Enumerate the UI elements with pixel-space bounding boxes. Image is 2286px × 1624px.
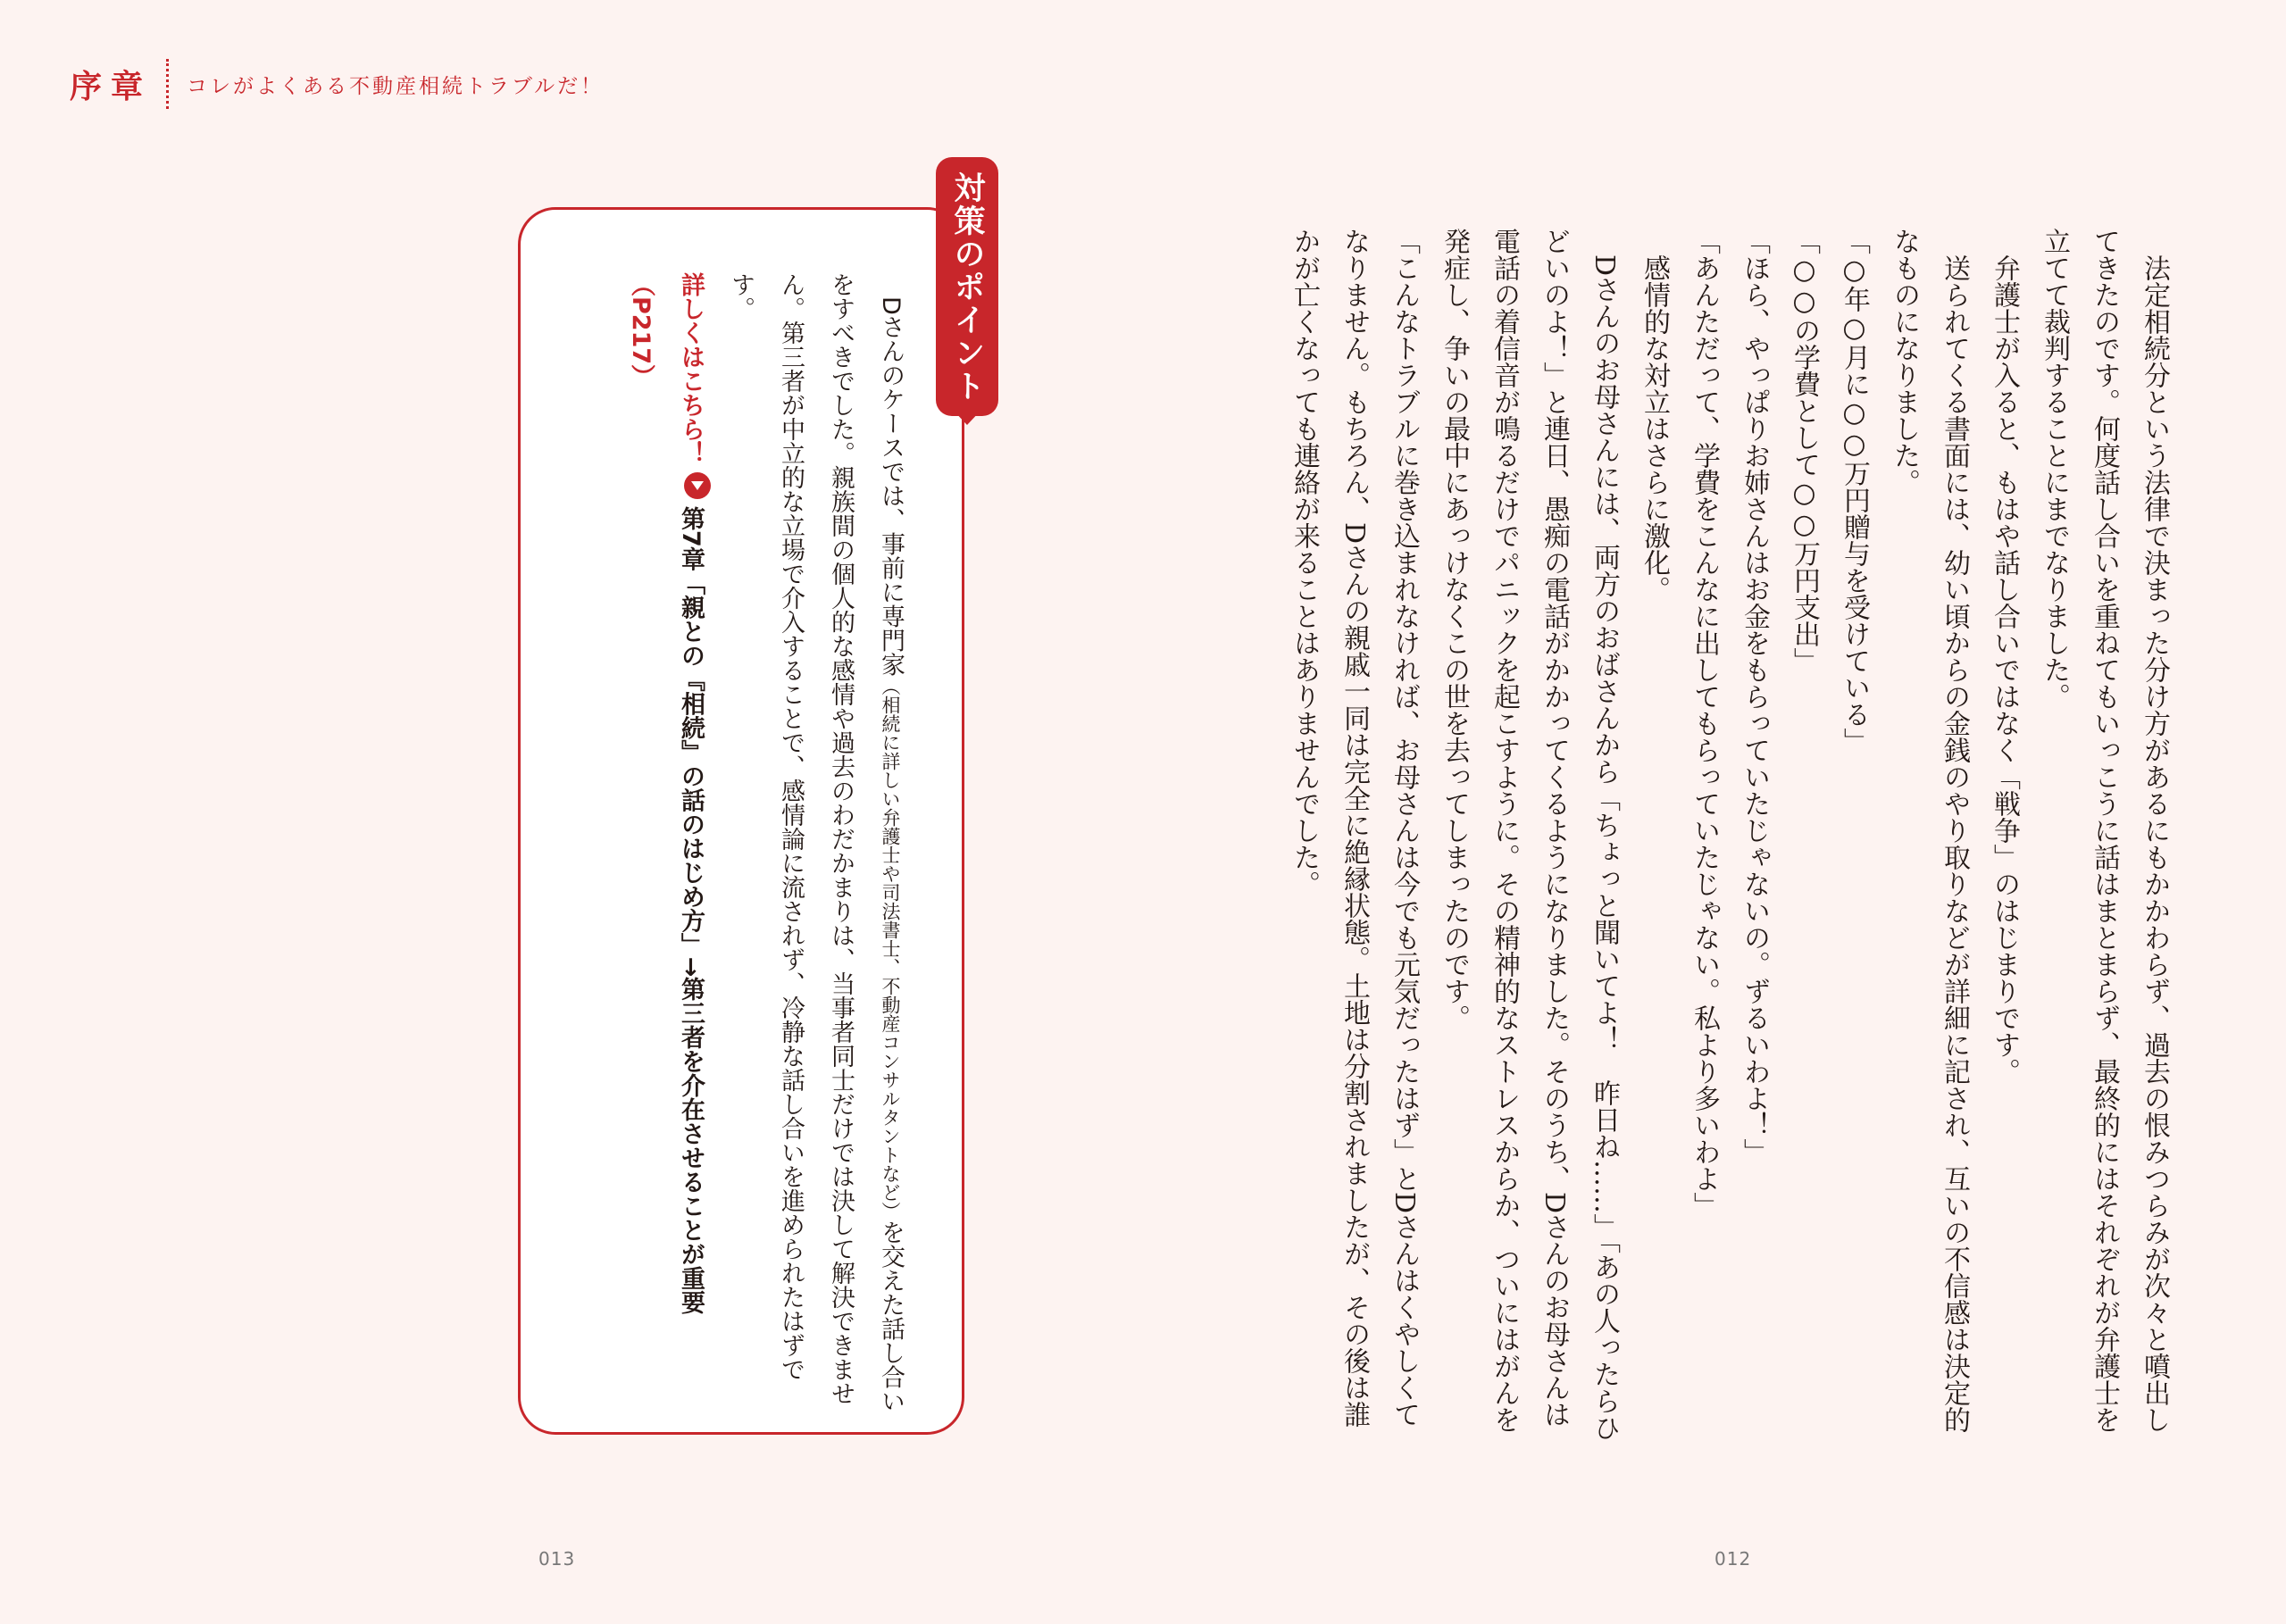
chapter-subtitle: コレがよくある不動産相続トラブルだ！ — [187, 74, 605, 98]
body-paragraph: 「○○の学費として○○万円支出」 — [1789, 228, 1820, 674]
body-paragraph: 感情的な対立はさらに激化。 — [1639, 228, 1670, 603]
point-text-note: （相続に詳しい弁護士や司法書士、不動産コンサルタントなど） — [880, 676, 901, 1220]
reference-label: 詳しくはこちら！ — [677, 272, 705, 465]
point-text-main: Dさんのケースでは、事前に専門家 — [877, 272, 905, 677]
body-paragraph: 「○年○月に○○万円贈与を受けている」 — [1839, 228, 1870, 754]
point-tab — [936, 157, 998, 416]
page-number-left: 013 — [538, 1548, 576, 1570]
chapter-label: 序章 — [70, 68, 153, 105]
point-body — [558, 272, 915, 1424]
body-paragraph: 「あんただって、学費をこんなに出してもらっていたじゃない。私より多いわよ」 — [1689, 228, 1720, 1219]
chapter-header — [70, 57, 604, 111]
down-arrow-icon — [684, 472, 711, 499]
body-paragraph: 「こんなトラブルに巻き込まれなければ、お母さんは今でも元気だったはず」とDさんはくやしくてなりません。もちろん、Dさんの親戚一同は完全に絶縁状態。土地は分割されましたが、その後は誰かが亡くなっても連絡が来ることはありませんでした。 — [1289, 228, 1420, 1428]
body-paragraph: Dさんのお母さんには、両方のおばさんから「ちょっと聞いてよ！ 昨日ね……」「あの人ったらひどいのよ！」と連日、愚痴の電話がかかってくるようになりました。そのうち、Dさんのお母さんは電話の着信音が鳴るだけでパニックを起こすように。その精神的なストレスからか、ついにはがんを発症し、争いの最中にあっけなくこの世を去ってしまったのです。 — [1439, 228, 1620, 1442]
page-number-right: 012 — [1714, 1548, 1752, 1570]
point-tab-notch — [952, 409, 982, 425]
body-paragraph: 弁護士が入ると、もはや話し合いではなく「戦争」のはじまりです。 — [1989, 228, 2020, 1085]
point-text — [715, 272, 915, 1424]
reference-page: （P217） — [627, 272, 655, 389]
body-paragraph: 法定相続分という法律で決まった分け方があるにもかかわらず、過去の恨みつらみが次々と噴出してきたのです。何度話し合いを重ねてもいっこうに話はまとまらず、最終的にはそれぞれが弁護士を立てて裁判することにまでなりました。 — [2039, 228, 2170, 1433]
point-text-rest: を交えた話し合いをすべきでした。親族間の個人的な感情や過去のわだかまりは、当事者同士だけでは決して解決できません。第三者が中立的な立場で介入することで、感情論に流されず、冷静な話し合いを進められたはずです。 — [727, 272, 905, 1413]
body-paragraph: 「ほら、やっぱりお姉さんはお金をもらっていたじゃないの。ずるいわよ！」 — [1739, 228, 1770, 1165]
reference-text: 第7章「親との『相続』の話のはじめ方」→第三者を介在させることが重要 — [677, 506, 705, 1315]
body-text — [1286, 228, 2179, 1451]
body-paragraph: 送られてくる書面には、幼い頃からの金銭のやり取りなどが詳細に記され、互いの不信感は決定的なものになりました。 — [1889, 228, 1970, 1433]
chapter-divider — [166, 59, 169, 109]
point-tab-label: 対策のポイント — [949, 171, 985, 403]
point-reference — [615, 272, 715, 1424]
